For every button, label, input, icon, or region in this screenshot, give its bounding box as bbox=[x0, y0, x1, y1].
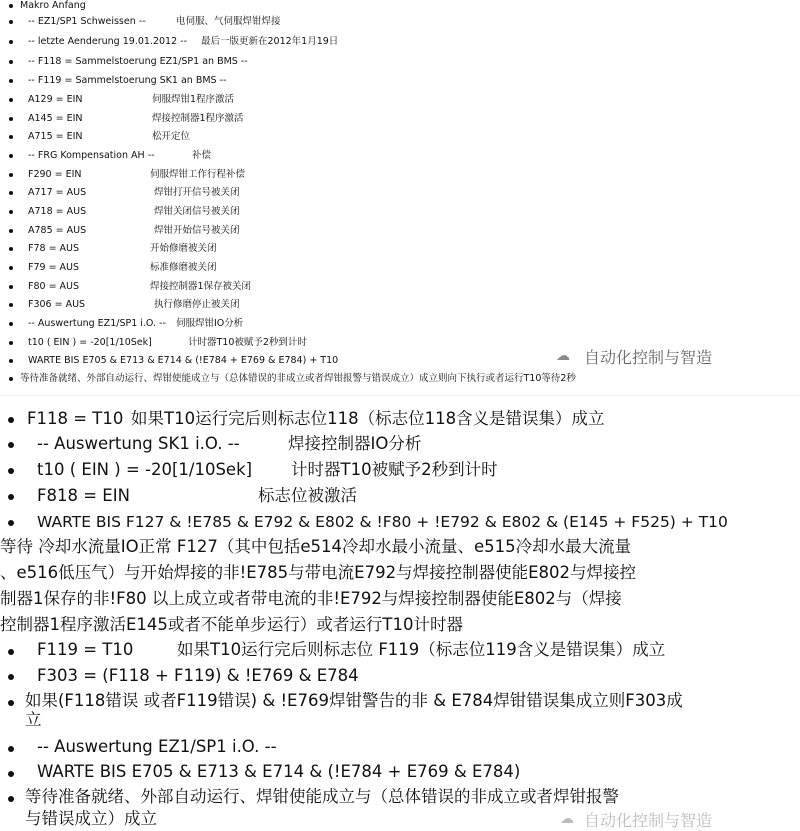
top-line: F306 = AUS bbox=[28, 299, 86, 310]
bullet bbox=[9, 40, 13, 44]
bullet bbox=[9, 98, 13, 102]
top-line-translation: 伺服焊钳1程序激活 bbox=[152, 94, 235, 105]
bottom-line: F818 = EIN bbox=[37, 486, 130, 505]
top-line-translation: 补偿 bbox=[192, 150, 212, 161]
top-line: 等待准备就绪、外部自动运行、焊钳使能成立与（总体错误的非成立或者焊钳报警与错误成立）成立则向下执行或者运行T10等待2秒 bbox=[20, 373, 576, 384]
bottom-line: WARTE BIS F127 & !E785 & E792 & E802 & !F80 + !E792 & E802 & (E145 + F525) + T10 bbox=[37, 513, 728, 531]
bullet bbox=[9, 341, 13, 345]
bottom-line: WARTE BIS E705 & E713 & E714 & (!E784 + E769 & E784) bbox=[37, 762, 521, 781]
bottom-line-translation: 标志位被激活 bbox=[258, 486, 357, 505]
bottom-line: F118 = T10 bbox=[27, 409, 124, 428]
top-line: F78 = AUS bbox=[28, 243, 80, 254]
bullet bbox=[8, 468, 14, 474]
bullet bbox=[9, 117, 13, 121]
top-line: t10 ( EIN ) = -20[1/10Sek] bbox=[28, 337, 152, 348]
bottom-line: t10 ( EIN ) = -20[1/10Sek] bbox=[37, 460, 253, 479]
top-line: Makro Anfang bbox=[20, 0, 86, 11]
bullet bbox=[8, 771, 14, 777]
top-line: A718 = AUS bbox=[28, 206, 87, 217]
top-line-translation: 执行修磨停止被关闭 bbox=[154, 299, 240, 310]
top-line: F79 = AUS bbox=[28, 262, 80, 273]
bullet bbox=[9, 210, 13, 214]
bottom-line-translation: 计时器T10被赋予2秒到计时 bbox=[291, 460, 498, 479]
top-line: A129 = EIN bbox=[28, 94, 83, 105]
top-line: WARTE BIS E705 & E713 & E714 & (!E784 + E769 & E784) + T10 bbox=[28, 355, 339, 366]
bullet bbox=[9, 322, 13, 326]
watermark: 自动化控制与智造 bbox=[584, 811, 713, 830]
bottom-line-translation: 如果T10运行完后则标志位 F119（标志位119含义是错误集）成立 bbox=[177, 640, 666, 659]
top-line: -- Auswertung EZ1/SP1 i.O. -- bbox=[28, 318, 166, 329]
bullet bbox=[8, 649, 14, 655]
bullet bbox=[9, 247, 13, 251]
top-line-translation: 开始修磨被关闭 bbox=[150, 243, 217, 254]
top-line-translation: 标准修磨被关闭 bbox=[150, 262, 217, 273]
top-line: -- EZ1/SP1 Schweissen -- bbox=[28, 16, 146, 27]
bullet bbox=[9, 20, 13, 24]
bottom-line: -- Auswertung SK1 i.O. -- bbox=[37, 434, 240, 453]
bottom-line: 与错误成立）成立 bbox=[25, 809, 157, 828]
top-line-translation: 焊钳开始信号被关闭 bbox=[154, 225, 240, 236]
top-line-translation: 电伺服、气伺服焊钳焊接 bbox=[176, 16, 281, 27]
top-line: F290 = EIN bbox=[28, 169, 82, 180]
bullet bbox=[9, 79, 13, 83]
bullet bbox=[8, 442, 14, 448]
top-line-translation: 松开定位 bbox=[152, 131, 191, 142]
top-line: F80 = AUS bbox=[28, 281, 80, 292]
bottom-line-translation: 焊接控制器IO分析 bbox=[288, 434, 422, 453]
bullet bbox=[9, 135, 13, 139]
bottom-line: 如果(F118错误 或者F119错误) & !E769焊钳警告的非 & E784焊钳错误集成立则F303成 bbox=[25, 691, 683, 710]
bottom-line: -- Auswertung EZ1/SP1 i.O. -- bbox=[37, 737, 277, 756]
top-line-translation: 焊钳关闭信号被关闭 bbox=[154, 206, 240, 217]
bullet bbox=[9, 154, 13, 158]
top-line: A717 = AUS bbox=[28, 187, 87, 198]
top-line-translation: 伺服焊钳工作行程补偿 bbox=[150, 169, 246, 180]
slide-separator bbox=[0, 395, 800, 396]
bullet bbox=[9, 4, 13, 8]
bottom-line: 制器1保存的非!F80 以上成立或者带电流的非!E792与焊接控制器使能E802与（焊接 bbox=[0, 589, 622, 608]
bullet bbox=[9, 191, 13, 195]
top-line: -- F119 = Sammelstoerung SK1 an BMS -- bbox=[28, 75, 227, 86]
top-line: -- letzte Aenderung 19.01.2012 -- bbox=[28, 36, 187, 47]
top-line: -- F118 = Sammelstoerung EZ1/SP1 an BMS -- bbox=[28, 56, 248, 67]
bullet bbox=[9, 359, 13, 363]
top-line-translation: 焊接控制器1保存被关闭 bbox=[150, 281, 252, 292]
wechat-icon: ☁ bbox=[560, 811, 574, 827]
bottom-line: 、e516低压气）与开始焊接的非!E785与带电流E792与焊接控制器使能E802与焊接控 bbox=[0, 563, 637, 582]
bullet bbox=[9, 285, 13, 289]
bottom-line: 立 bbox=[25, 710, 42, 729]
bullet bbox=[8, 417, 14, 423]
bullet bbox=[9, 266, 13, 270]
top-line: -- FRG Kompensation AH -- bbox=[28, 150, 155, 161]
top-line-translation: 焊接控制器1程序激活 bbox=[152, 113, 244, 124]
top-line-translation: 焊钳打开信号被关闭 bbox=[154, 187, 240, 198]
top-line-translation: 计时器T10被赋予2秒到计时 bbox=[188, 337, 307, 348]
wechat-icon: ☁ bbox=[556, 348, 570, 364]
bottom-line-translation: 如果T10运行完后则标志位118（标志位118含义是错误集）成立 bbox=[131, 409, 605, 428]
bullet bbox=[8, 796, 14, 802]
top-line: A145 = EIN bbox=[28, 113, 83, 124]
bullet bbox=[9, 229, 13, 233]
bullet bbox=[9, 60, 13, 64]
bullet bbox=[9, 377, 13, 381]
top-slide bbox=[0, 0, 800, 392]
bottom-line: 等待准备就绪、外部自动运行、焊钳使能成立与（总体错误的非成立或者焊钳报警 bbox=[25, 787, 619, 806]
bullet bbox=[9, 173, 13, 177]
bottom-line: 等待 冷却水流量IO正常 F127（其中包括e514冷却水最小流量、e515冷却水最大流量 bbox=[0, 537, 632, 556]
top-line-translation: 最后一版更新在2012年1月19日 bbox=[201, 36, 339, 47]
bullet bbox=[8, 674, 14, 680]
top-line-translation: 伺服焊钳IO分析 bbox=[176, 318, 244, 329]
bullet bbox=[8, 746, 14, 752]
watermark: 自动化控制与智造 bbox=[584, 348, 713, 367]
bullet bbox=[8, 700, 14, 706]
bullet bbox=[8, 520, 14, 526]
bottom-line: F303 = (F118 + F119) & !E769 & E784 bbox=[37, 666, 359, 685]
top-line: A715 = EIN bbox=[28, 131, 83, 142]
bullet bbox=[8, 494, 14, 500]
bullet bbox=[9, 303, 13, 307]
top-line: A785 = AUS bbox=[28, 225, 87, 236]
bottom-line: 控制器1程序激活E145或者不能单步运行）或者运行T10计时器 bbox=[0, 615, 463, 634]
bottom-line: F119 = T10 bbox=[37, 640, 134, 659]
